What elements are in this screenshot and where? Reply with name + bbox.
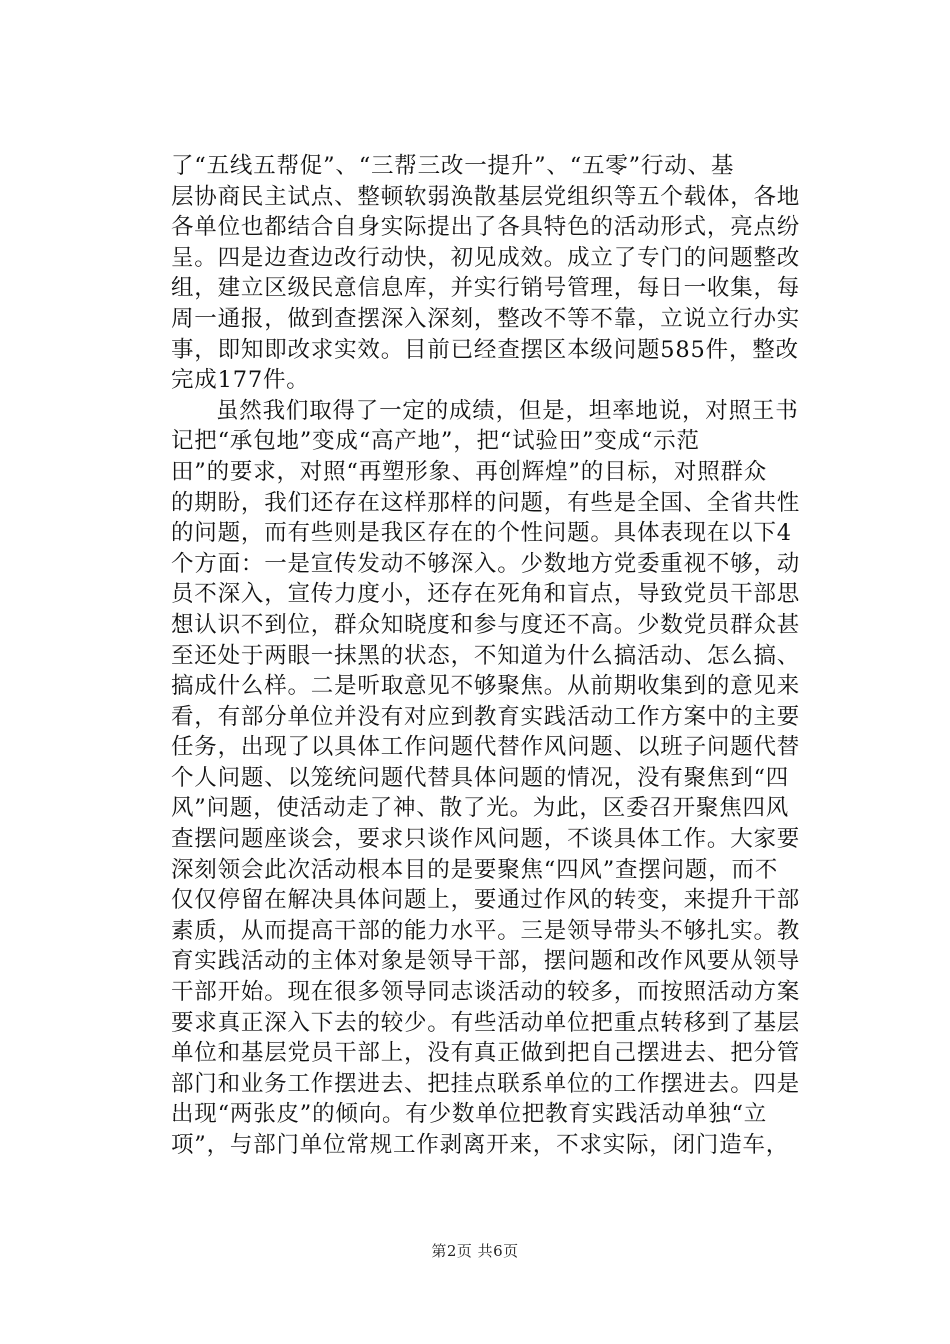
text-line: 的期盼，我们还存在这样那样的问题，有些是全国、全省共性 (171, 489, 801, 516)
text-line: 看，有部分单位并没有对应到教育实践活动工作方案中的主要 (171, 703, 801, 730)
text-line: 各单位也都结合自身实际提出了各具特色的活动形式，亮点纷 (171, 214, 801, 241)
text-line: 素质，从而提高干部的能力水平。三是领导带头不够扎实。教 (171, 917, 801, 944)
text-line: 了“五线五帮促”、“三帮三改一提升”、“五零”行动、基 (171, 153, 735, 179)
text-line: 任务，出现了以具体工作问题代替作风问题、以班子问题代替 (171, 734, 801, 761)
text-line: 个人问题、以笼统问题代替具体问题的情况，没有聚焦到“四 (171, 764, 790, 791)
text-line: 至还处于两眼一抹黑的状态，不知道为什么搞活动、怎么搞、 (171, 642, 801, 669)
text-line: 想认识不到位，群众知晓度和参与度还不高。少数党员群众甚 (171, 611, 801, 638)
text-line: 员不深入，宣传力度小，还存在死角和盲点，导致党员干部思 (171, 581, 801, 608)
text-line: 干部开始。现在很多领导同志谈活动的较多，而按照活动方案 (171, 979, 801, 1006)
paragraph-first-line: 虽然我们取得了一定的成绩，但是，坦率地说，对照王书 (216, 397, 799, 424)
text-line: 出现“两张皮”的倾向。有少数单位把教育实践活动单独“立 (171, 1101, 768, 1128)
text-line: 单位和基层党员干部上，没有真正做到把自己摆进去、把分管 (171, 1040, 801, 1067)
text-line: 搞成什么样。二是听取意见不够聚焦。从前期收集到的意见来 (171, 673, 801, 700)
text-line: 仅仅停留在解决具体问题上，要通过作风的转变，来提升干部 (171, 887, 801, 914)
text-line: 完成177件。 (171, 367, 310, 394)
page-number-footer: 第2页 共6页 (431, 1242, 519, 1260)
text-line: 田”的要求，对照“再塑形象、再创辉煌”的目标，对照群众 (171, 458, 768, 485)
text-line: 记把“承包地”变成“高产地”，把“试验田”变成“示范 (171, 428, 700, 455)
text-line: 周一通报，做到查摆深入深刻，整改不等不靠，立说立行办实 (171, 305, 801, 332)
text-line: 部门和业务工作摆进去、把挂点联系单位的工作摆进去。四是 (171, 1070, 801, 1097)
text-line: 个方面：一是宣传发动不够深入。少数地方党委重视不够，动 (171, 550, 801, 577)
text-line: 呈。四是边查边改行动快，初见成效。成立了专门的问题整改 (171, 244, 801, 271)
text-line: 深刻领会此次活动根本目的是要聚焦“四风”查摆问题，而不 (171, 856, 779, 883)
body-text (171, 151, 801, 1161)
text-line: 组，建立区级民意信息库，并实行销号管理，每日一收集，每 (171, 275, 801, 302)
text-line: 层协商民主试点、整顿软弱涣散基层党组织等五个载体，各地 (171, 183, 801, 210)
text-line: 风”问题，使活动走了神、散了光。为此，区委召开聚焦四风 (171, 795, 790, 822)
text-line: 项”，与部门单位常规工作剥离开来，不求实际，闭门造车， (171, 1132, 790, 1158)
text-line: 育实践活动的主体对象是领导干部，摆问题和改作风要从领导 (171, 948, 801, 975)
text-line: 查摆问题座谈会，要求只谈作风问题，不谈具体工作。大家要 (171, 826, 801, 853)
text-line: 的问题，而有些则是我区存在的个性问题。具体表现在以下4 (171, 520, 792, 547)
text-line: 要求真正深入下去的较少。有些活动单位把重点转移到了基层 (171, 1009, 801, 1036)
text-line: 事，即知即改求实效。目前已经查摆区本级问题585件，整改 (171, 336, 799, 363)
